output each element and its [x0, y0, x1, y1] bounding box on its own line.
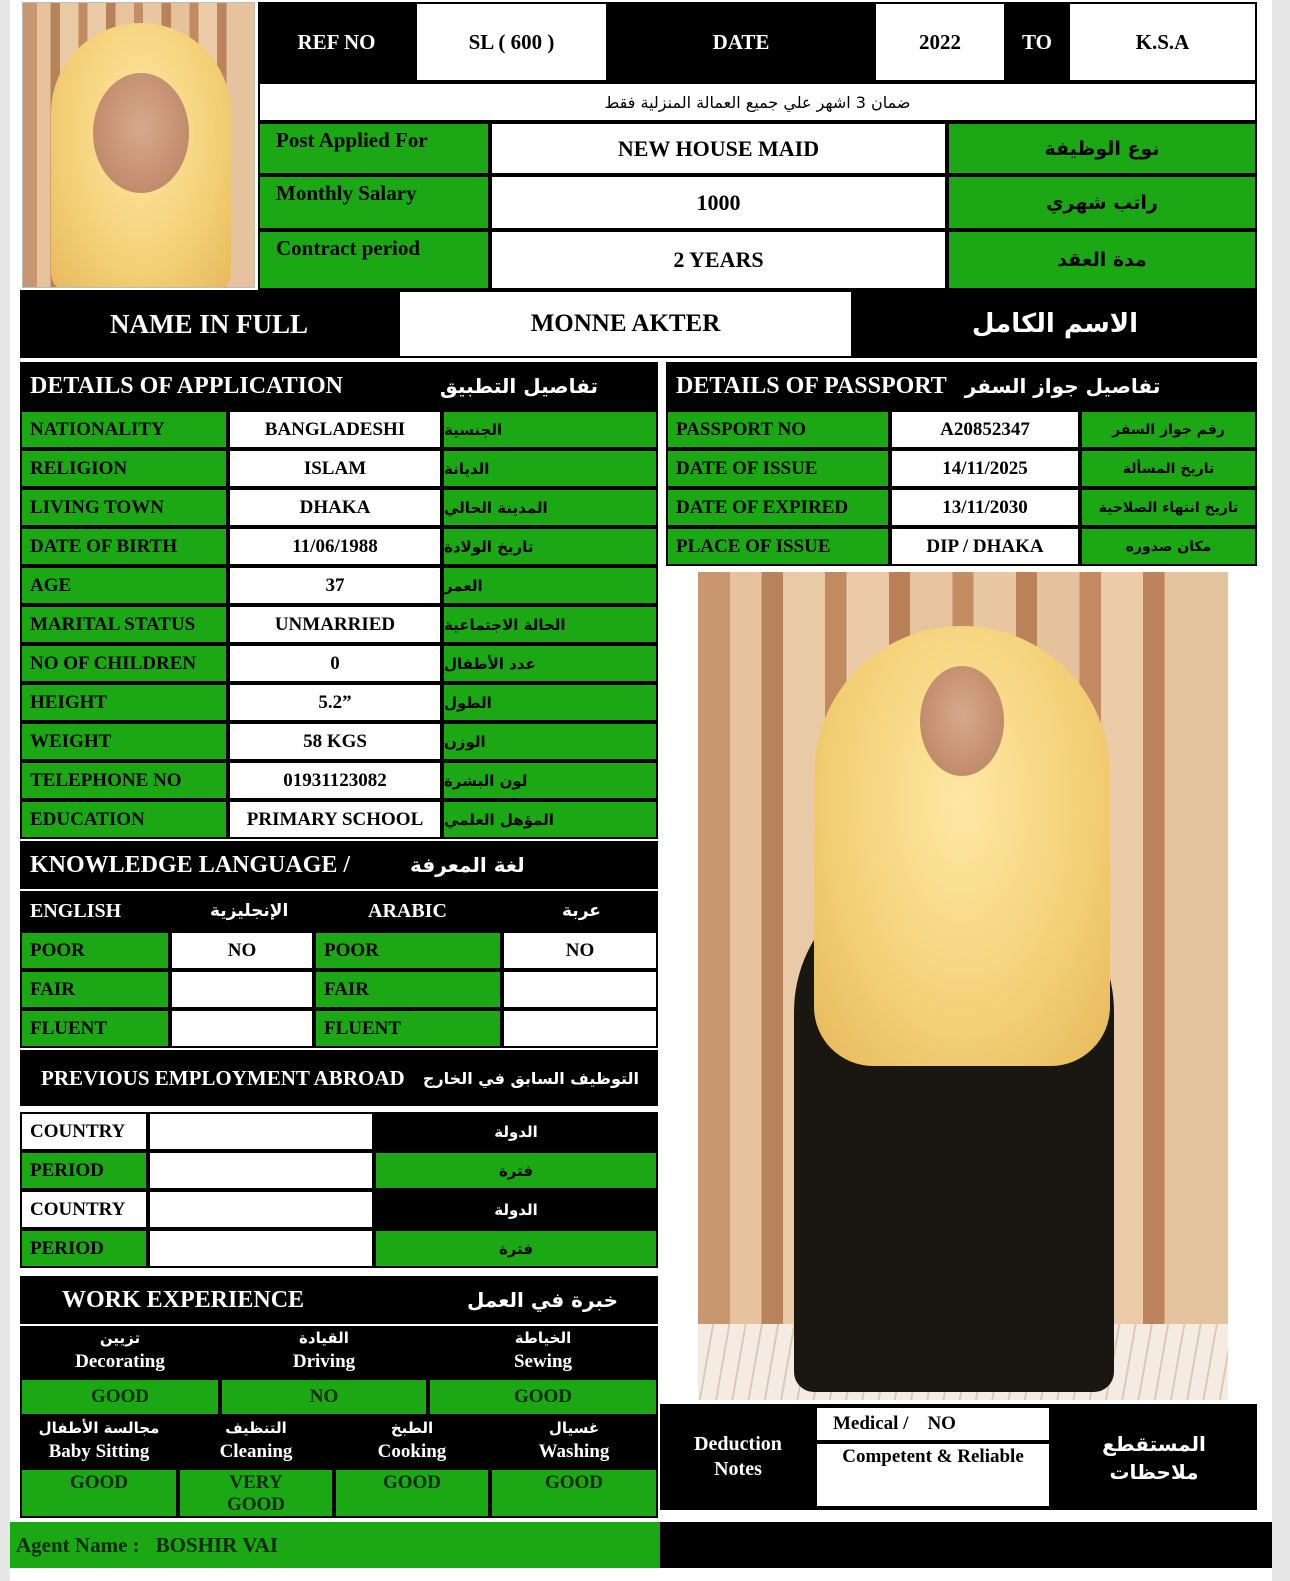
work-skill-ar: تزيين	[99, 1329, 141, 1347]
work-skill-value: GOOD	[20, 1468, 178, 1518]
work-skill-header	[490, 1416, 658, 1468]
work-skill-ar: الخياطة	[514, 1329, 572, 1347]
contract-label-ar: مدة العقد	[947, 230, 1257, 290]
application-label: EDUCATION	[20, 800, 228, 839]
application-label-ar: الحالة الاجتماعية	[442, 605, 658, 644]
footer-black-bar	[660, 1522, 1272, 1568]
work-skill-header	[428, 1326, 658, 1378]
english-level: POOR	[20, 931, 170, 970]
application-label-ar: الطول	[442, 683, 658, 722]
application-value: 0	[228, 644, 442, 683]
application-header	[20, 362, 658, 410]
name-label: NAME IN FULL	[20, 290, 398, 358]
language-columns	[20, 891, 658, 931]
medical-note: Medical / NO	[815, 1406, 1051, 1442]
to-label: TO	[1006, 2, 1068, 82]
application-value: ISLAM	[228, 449, 442, 488]
application-label-ar: الديانة	[442, 449, 658, 488]
previous-label: PERIOD	[20, 1229, 148, 1268]
application-value: 01931123082	[228, 761, 442, 800]
work-skill-en: Washing	[538, 1441, 610, 1462]
english-label: ENGLISH	[30, 899, 122, 922]
application-value: 37	[228, 566, 442, 605]
application-label-ar: العمر	[442, 566, 658, 605]
arabic-level: POOR	[314, 931, 502, 970]
work-skill-en: Sewing	[513, 1351, 573, 1372]
application-label-ar: المؤهل العلمي	[442, 800, 658, 839]
work-skill-header	[20, 1326, 220, 1378]
guarantee-note: ضمان 3 اشهر علي جميع العمالة المنزلية فقط	[258, 82, 1257, 122]
work-skill-header	[220, 1326, 428, 1378]
work-skill-en: Driving	[292, 1351, 356, 1372]
application-value: BANGLADESHI	[228, 410, 442, 449]
work-skill-header	[334, 1416, 490, 1468]
passport-label: PASSPORT NO	[666, 410, 890, 449]
passport-value: 14/11/2025	[890, 449, 1080, 488]
post-label-ar: نوع الوظيفة	[947, 122, 1257, 175]
application-value: UNMARRIED	[228, 605, 442, 644]
post-value: NEW HOUSE MAID	[490, 122, 947, 175]
work-skill-value: GOOD	[20, 1378, 220, 1416]
application-label: AGE	[20, 566, 228, 605]
application-label: RELIGION	[20, 449, 228, 488]
previous-label-ar: فترة	[374, 1229, 658, 1268]
application-label: HEIGHT	[20, 683, 228, 722]
contract-value: 2 YEARS	[490, 230, 947, 290]
salary-value: 1000	[490, 175, 947, 230]
language-header	[20, 841, 658, 889]
work-skill-ar: مجالسة الأطفال	[38, 1419, 160, 1437]
english-level-value	[170, 970, 314, 1009]
application-value: DHAKA	[228, 488, 442, 527]
previous-label: COUNTRY	[20, 1190, 148, 1229]
application-label: NATIONALITY	[20, 410, 228, 449]
previous-value	[148, 1190, 374, 1229]
application-label-ar: عدد الأطفال	[442, 644, 658, 683]
work-skill-en: Cleaning	[219, 1441, 293, 1462]
english-level-value: NO	[170, 931, 314, 970]
previous-value	[148, 1151, 374, 1190]
application-label-ar: لون البشرة	[442, 761, 658, 800]
arabic-label-ar: عربة	[562, 901, 601, 921]
portrait-photo	[22, 2, 255, 288]
remark-note: Competent & Reliable	[815, 1442, 1051, 1508]
work-skill-en: Baby Sitting	[48, 1441, 150, 1462]
work-skill-ar: غسيال	[548, 1419, 600, 1437]
work-skill-ar: الطبخ	[390, 1419, 434, 1437]
passport-label: DATE OF ISSUE	[666, 449, 890, 488]
work-skill-header	[20, 1416, 178, 1468]
application-title-ar: تفاصيل التطبيق	[439, 374, 598, 398]
application-label: WEIGHT	[20, 722, 228, 761]
english-label-ar: الإنجليزية	[210, 901, 289, 921]
contract-label: Contract period	[258, 230, 490, 290]
previous-label: PERIOD	[20, 1151, 148, 1190]
language-title-ar: لغة المعرفة	[410, 853, 525, 877]
name-label-ar: الاسم الكامل	[853, 290, 1257, 358]
previous-label: COUNTRY	[20, 1112, 148, 1151]
work-skill-value: GOOD	[490, 1468, 658, 1518]
previous-title: PREVIOUS EMPLOYMENT ABROAD	[41, 1065, 405, 1090]
passport-title: DETAILS OF PASSPORT	[676, 372, 947, 399]
previous-label-ar: الدولة	[374, 1112, 658, 1151]
previous-label-ar: الدولة	[374, 1190, 658, 1229]
passport-value: A20852347	[890, 410, 1080, 449]
work-skill-en: Cooking	[377, 1441, 447, 1462]
passport-title-ar: تفاصيل جواز السفر	[964, 374, 1161, 398]
arabic-level-value: NO	[502, 931, 658, 970]
application-title: DETAILS OF APPLICATION	[30, 372, 343, 399]
salary-label: Monthly Salary	[258, 175, 490, 230]
agent-label: Agent Name :	[16, 1532, 140, 1557]
application-label: DATE OF BIRTH	[20, 527, 228, 566]
notes-label: Deduction Notes	[694, 1433, 782, 1480]
passport-label-ar: تاريخ انتهاء الصلاحية	[1080, 488, 1257, 527]
previous-value	[148, 1112, 374, 1151]
arabic-label: ARABIC	[368, 899, 447, 922]
application-value: PRIMARY SCHOOL	[228, 800, 442, 839]
application-label: TELEPHONE NO	[20, 761, 228, 800]
application-label: MARITAL STATUS	[20, 605, 228, 644]
english-level: FLUENT	[20, 1009, 170, 1048]
application-label-ar: المدينة الحالي	[442, 488, 658, 527]
post-label: Post Applied For	[258, 122, 490, 175]
previous-label-ar: فترة	[374, 1151, 658, 1190]
notes-label-ar: المستقطع ملاحظات	[1102, 1432, 1206, 1484]
passport-label: DATE OF EXPIRED	[666, 488, 890, 527]
application-label: LIVING TOWN	[20, 488, 228, 527]
date-value: 2022	[874, 2, 1006, 82]
salary-label-ar: راتب شهري	[947, 175, 1257, 230]
work-skill-ar: القيادة	[299, 1329, 349, 1347]
application-label-ar: الوزن	[442, 722, 658, 761]
work-skill-en: Decorating	[75, 1351, 165, 1372]
english-level-value	[170, 1009, 314, 1048]
language-title: KNOWLEDGE LANGUAGE /	[30, 851, 351, 878]
work-skill-ar: التنظيف	[225, 1419, 287, 1437]
application-label-ar: تاريخ الولادة	[442, 527, 658, 566]
passport-label-ar: تاريخ المسألة	[1080, 449, 1257, 488]
application-value: 5.2”	[228, 683, 442, 722]
application-value: 58 KGS	[228, 722, 442, 761]
agent-bar	[10, 1522, 660, 1568]
passport-label: PLACE OF ISSUE	[666, 527, 890, 566]
work-skill-header	[178, 1416, 334, 1468]
arabic-level: FLUENT	[314, 1009, 502, 1048]
work-skill-value: NO	[220, 1378, 428, 1416]
passport-label-ar: مكان صدوره	[1080, 527, 1257, 566]
agent-value: BOSHIR VAI	[155, 1532, 279, 1557]
application-value: 11/06/1988	[228, 527, 442, 566]
application-label: NO OF CHILDREN	[20, 644, 228, 683]
previous-header	[20, 1050, 658, 1106]
work-title-ar: خبرة في العمل	[467, 1288, 618, 1312]
previous-value	[148, 1229, 374, 1268]
english-level: FAIR	[20, 970, 170, 1009]
ref-value: SL ( 600 )	[415, 2, 608, 82]
previous-title-ar: التوظيف السابق في الخارج	[422, 1068, 639, 1088]
ref-label: REF NO	[258, 2, 415, 82]
work-title: WORK EXPERIENCE	[62, 1286, 305, 1313]
full-body-photo	[698, 572, 1228, 1400]
work-skill-value: VERY GOOD	[178, 1468, 334, 1518]
passport-value: 13/11/2030	[890, 488, 1080, 527]
passport-value: DIP / DHAKA	[890, 527, 1080, 566]
date-label: DATE	[608, 2, 874, 82]
work-header	[20, 1276, 658, 1324]
arabic-level-value	[502, 1009, 658, 1048]
work-skill-value: GOOD	[428, 1378, 658, 1416]
passport-header	[666, 362, 1257, 410]
work-skill-value: GOOD	[334, 1468, 490, 1518]
to-value: K.S.A	[1068, 2, 1257, 82]
name-value: MONNE AKTER	[398, 290, 853, 358]
arabic-level: FAIR	[314, 970, 502, 1009]
arabic-level-value	[502, 970, 658, 1009]
application-label-ar: الجنسية	[442, 410, 658, 449]
passport-label-ar: رقم جواز السفر	[1080, 410, 1257, 449]
